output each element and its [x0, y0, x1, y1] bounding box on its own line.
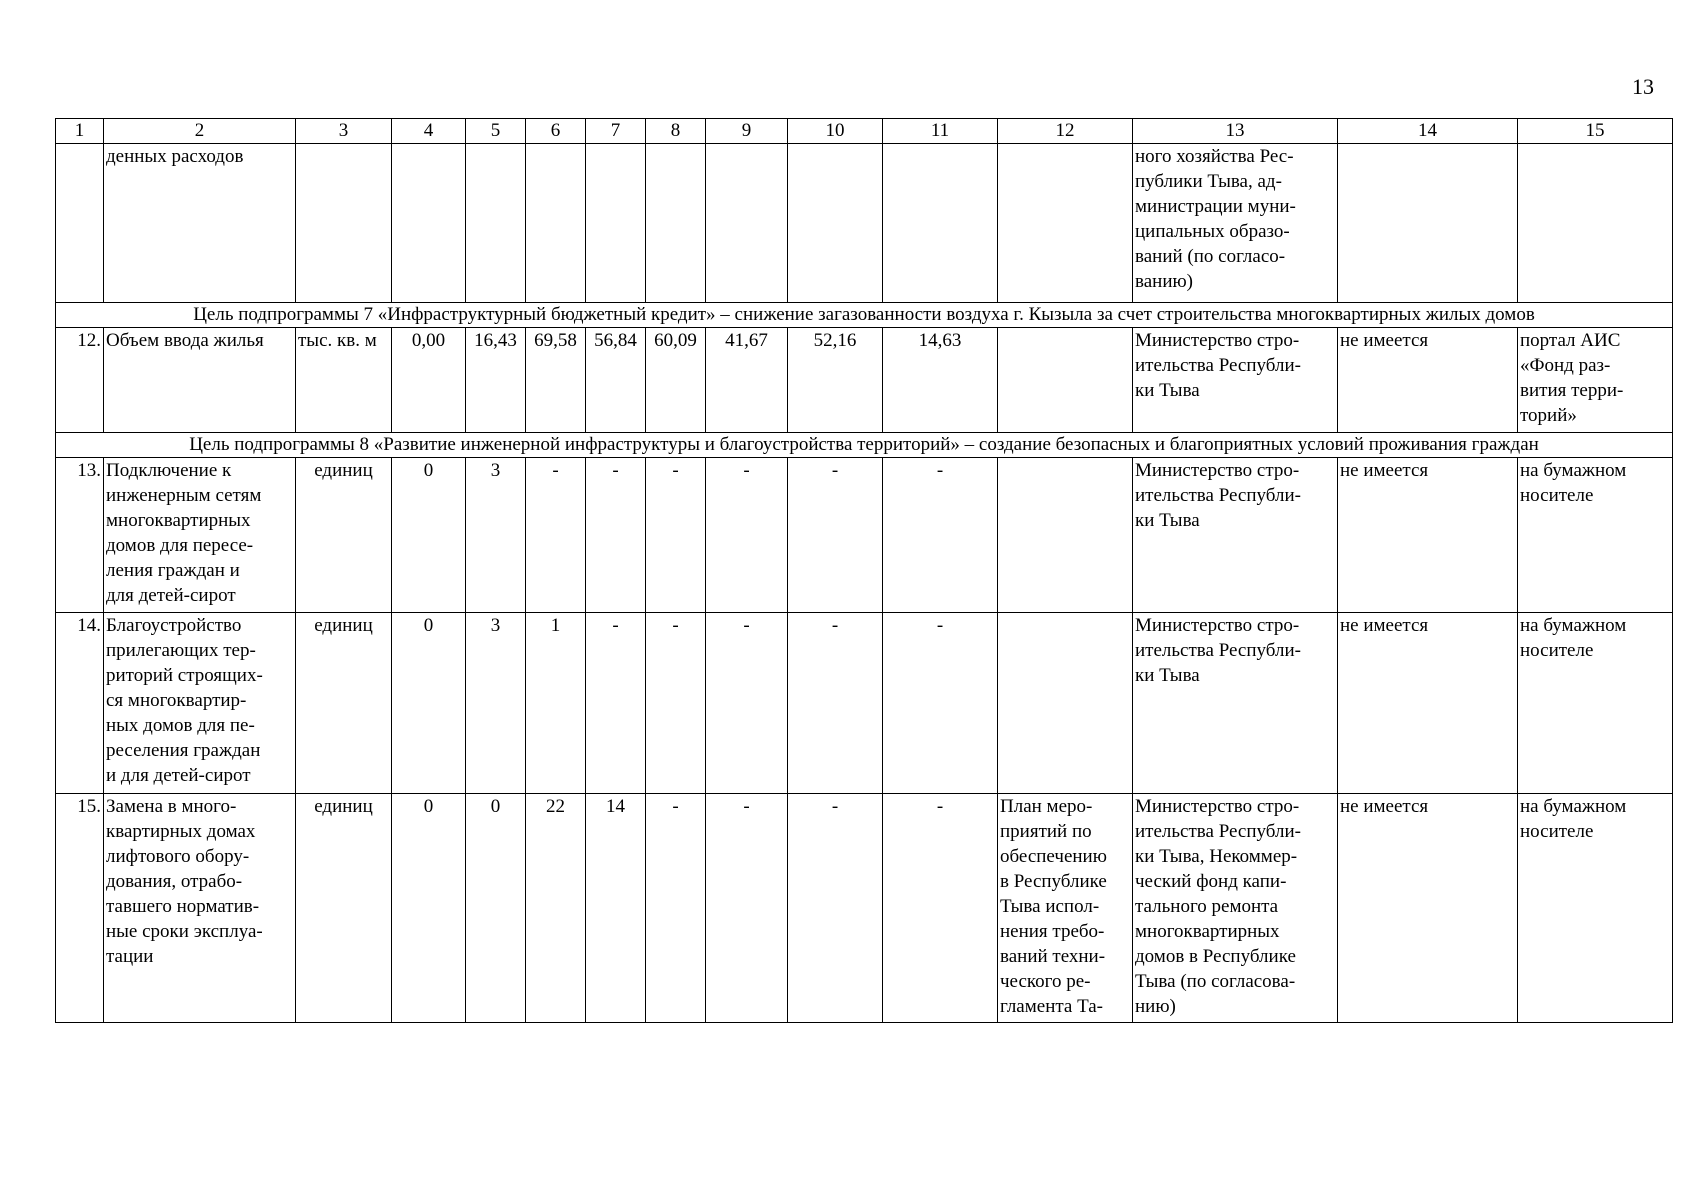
- unit-cell: единиц: [296, 794, 392, 1023]
- value-cell: 0,00: [392, 328, 466, 433]
- value-cell: -: [526, 458, 586, 613]
- indicator-name-cell: денных расходов: [104, 144, 296, 303]
- source-cell: на бумажном носителе: [1518, 613, 1673, 794]
- basis-cell: [998, 458, 1133, 613]
- source-cell: на бумажном носителе: [1518, 794, 1673, 1023]
- value-cell: 0: [392, 458, 466, 613]
- indicators-table: [55, 118, 1673, 1023]
- executor-cell: Министерство стро- ительства Республи- ки Тыва, Некоммер- ческий фонд капи- тального ремонта многоквартирных домов в Республике Тыва (по согласова- нию): [1133, 794, 1338, 1023]
- executor-cell: ного хозяйства Рес- публики Тыва, ад- министрации муни- ципальных образо- ваний (по согласо- ванию): [1133, 144, 1338, 303]
- column-number: 12: [998, 119, 1133, 144]
- value-cell: 14: [586, 794, 646, 1023]
- table-row: [56, 458, 1673, 613]
- column-number: 8: [646, 119, 706, 144]
- column-number-row: [56, 119, 1673, 144]
- value-cell: 52,16: [788, 328, 883, 433]
- goal-text: Цель подпрограммы 7 «Инфраструктурный бюджетный кредит» – снижение загазованности воздуха г. Кызыла за счет строительства многоквартирных жилых домов: [56, 303, 1673, 328]
- value-cell: -: [646, 613, 706, 794]
- table-row: [56, 328, 1673, 433]
- goal-text: Цель подпрограммы 8 «Развитие инженерной инфраструктуры и благоустройства территорий» – создание безопасных и благоприятных условий проживания граждан: [56, 433, 1673, 458]
- basis-cell: [998, 328, 1133, 433]
- unit-cell: тыс. кв. м: [296, 328, 392, 433]
- column-number: 3: [296, 119, 392, 144]
- continuation-row: [56, 144, 1673, 303]
- column-number: 13: [1133, 119, 1338, 144]
- value-cell: -: [883, 613, 998, 794]
- value-cell: -: [788, 458, 883, 613]
- status-cell: не имеется: [1338, 613, 1518, 794]
- goal-row-7: [56, 303, 1673, 328]
- basis-cell: [998, 613, 1133, 794]
- value-cell: 3: [466, 458, 526, 613]
- value-cell: -: [706, 458, 788, 613]
- value-cell: -: [646, 794, 706, 1023]
- column-number: 6: [526, 119, 586, 144]
- value-cell: -: [646, 458, 706, 613]
- value-cell: -: [788, 613, 883, 794]
- column-number: 14: [1338, 119, 1518, 144]
- value-cell: 60,09: [646, 328, 706, 433]
- column-number: 2: [104, 119, 296, 144]
- column-number: 4: [392, 119, 466, 144]
- column-number: 11: [883, 119, 998, 144]
- row-number-cell: 14.: [56, 613, 104, 794]
- status-cell: не имеется: [1338, 458, 1518, 613]
- row-number-cell: [56, 144, 104, 303]
- value-cell: 3: [466, 613, 526, 794]
- value-cell: 56,84: [586, 328, 646, 433]
- value-cell: 0: [392, 613, 466, 794]
- value-cell: 22: [526, 794, 586, 1023]
- executor-cell: Министерство стро- ительства Республи- ки Тыва: [1133, 458, 1338, 613]
- indicator-name-cell: Подключение к инженерным сетям многоквартирных домов для пересе- ления граждан и для детей-сирот: [104, 458, 296, 613]
- value-cell: -: [586, 458, 646, 613]
- column-number: 10: [788, 119, 883, 144]
- value-cell: 1: [526, 613, 586, 794]
- unit-cell: единиц: [296, 458, 392, 613]
- value-cell: -: [883, 458, 998, 613]
- value-cell: -: [788, 794, 883, 1023]
- unit-cell: единиц: [296, 613, 392, 794]
- table-row: [56, 613, 1673, 794]
- column-number: 5: [466, 119, 526, 144]
- value-cell: 41,67: [706, 328, 788, 433]
- table-row: [56, 794, 1673, 1023]
- value-cell: 14,63: [883, 328, 998, 433]
- indicator-name-cell: Объем ввода жилья: [104, 328, 296, 433]
- column-number: 9: [706, 119, 788, 144]
- value-cell: 0: [392, 794, 466, 1023]
- executor-cell: Министерство стро- ительства Республи- ки Тыва: [1133, 613, 1338, 794]
- value-cell: 69,58: [526, 328, 586, 433]
- basis-cell: План меро- приятий по обеспечению в Республике Тыва испол- нения требо- ваний техни- ческого ре- гламента Та-: [998, 794, 1133, 1023]
- value-cell: -: [706, 794, 788, 1023]
- column-number: 7: [586, 119, 646, 144]
- value-cell: 16,43: [466, 328, 526, 433]
- value-cell: 0: [466, 794, 526, 1023]
- status-cell: не имеется: [1338, 794, 1518, 1023]
- value-cell: -: [586, 613, 646, 794]
- column-number: 1: [56, 119, 104, 144]
- value-cell: -: [706, 613, 788, 794]
- indicator-name-cell: Благоустройство прилегающих тер- риторий строящих- ся многоквартир- ных домов для пе- реселения граждан и для детей-сирот: [104, 613, 296, 794]
- source-cell: на бумажном носителе: [1518, 458, 1673, 613]
- page-number: 13: [1632, 74, 1654, 99]
- executor-cell: Министерство стро- ительства Республи- ки Тыва: [1133, 328, 1338, 433]
- status-cell: не имеется: [1338, 328, 1518, 433]
- source-cell: портал АИС «Фонд раз- вития терри- торий»: [1518, 328, 1673, 433]
- row-number-cell: 12.: [56, 328, 104, 433]
- goal-row-8: [56, 433, 1673, 458]
- value-cell: -: [883, 794, 998, 1023]
- row-number-cell: 15.: [56, 794, 104, 1023]
- indicator-name-cell: Замена в много- квартирных домах лифтового обору- дования, отрабо- тавшего норматив- ные сроки эксплуа- тации: [104, 794, 296, 1023]
- row-number-cell: 13.: [56, 458, 104, 613]
- column-number: 15: [1518, 119, 1673, 144]
